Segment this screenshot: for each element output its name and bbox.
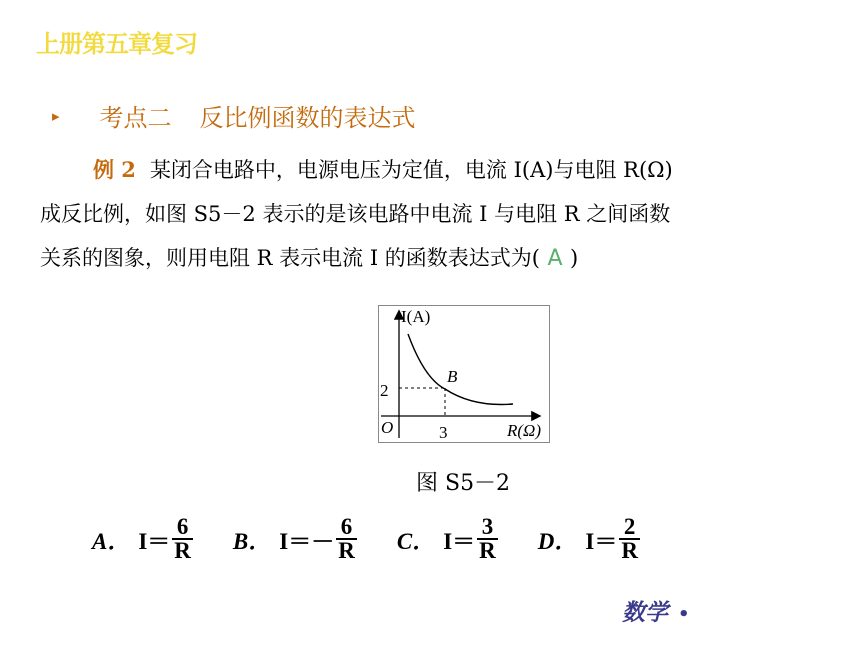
problem-line-1	[40, 148, 840, 192]
denominator: R	[479, 538, 496, 563]
y-axis-label: I(A)	[401, 307, 431, 326]
option-sign: －	[311, 528, 335, 554]
x-axis-label: R(Ω)	[507, 421, 541, 440]
denominator: R	[621, 538, 638, 563]
example-problem	[40, 148, 840, 281]
option-lhs: I＝	[279, 528, 312, 554]
option-lhs: I＝	[138, 528, 171, 554]
inverse-curve	[408, 334, 513, 404]
option-key: D．	[537, 528, 578, 554]
problem-text-1: 某闭合电路中，电源电压为定值，电流 I(A)与电阻 R(Ω)	[149, 158, 673, 182]
answer-text: A	[547, 246, 563, 271]
subject-footer	[622, 594, 690, 627]
numerator: 3	[481, 514, 494, 539]
option-lhs: I＝	[443, 528, 476, 554]
subject-label: 数学	[622, 600, 668, 626]
problem-close-paren: )	[570, 246, 579, 270]
origin-label: O	[381, 418, 394, 437]
option-key: A．	[92, 528, 131, 554]
numerator: 6	[176, 514, 189, 539]
numerator: 6	[340, 514, 353, 539]
problem-line-2: 成反比例，如图 S5－2 表示的是该电路中电流 I 与电阻 R 之间函数	[40, 202, 671, 226]
fraction	[336, 516, 357, 562]
section-title: 反比例函数的表达式	[199, 104, 416, 132]
problem-line-3	[40, 236, 840, 281]
denominator: R	[174, 538, 191, 563]
point-b-label: B	[447, 367, 458, 386]
numerator: 2	[623, 514, 636, 539]
option-key: C．	[396, 528, 436, 554]
fraction	[172, 516, 193, 562]
answer-options	[92, 516, 680, 562]
denominator: R	[338, 538, 355, 563]
y-tick-2: 2	[380, 381, 389, 400]
chapter-title: 上册第五章复习	[36, 30, 197, 58]
problem-text-3: 关系的图象，则用电阻 R 表示电流 I 的函数表达式为(	[40, 246, 540, 270]
section-heading	[52, 98, 416, 133]
option-d[interactable]	[538, 516, 640, 562]
x-tick-3: 3	[439, 423, 448, 442]
option-a[interactable]	[92, 516, 193, 562]
figure-caption: 图 S5－2	[416, 471, 511, 496]
option-lhs: I＝	[585, 528, 618, 554]
example-label: 例 2	[93, 157, 136, 182]
option-b[interactable]	[233, 516, 357, 562]
fraction	[619, 516, 640, 562]
function-graph	[378, 305, 550, 443]
section-number: 考点二	[99, 104, 172, 132]
bullet-arrow-icon: ▸	[52, 106, 60, 125]
option-c[interactable]	[397, 516, 498, 562]
dot-icon: •	[678, 604, 690, 625]
fraction	[477, 516, 498, 562]
option-key: B．	[232, 528, 272, 554]
